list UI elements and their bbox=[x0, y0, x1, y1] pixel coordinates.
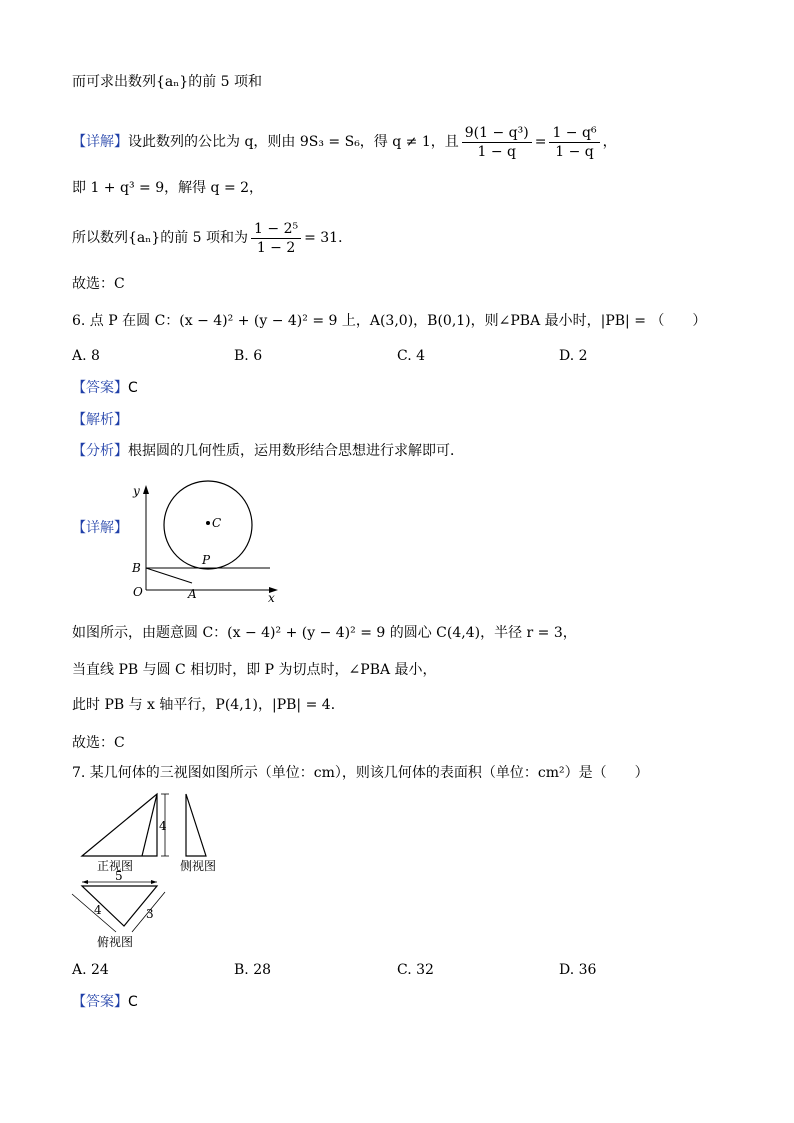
q6-option-d: D. 2 bbox=[559, 348, 588, 364]
q6-s2-text: 当直线 PB 与圆 C 相切时，即 P 为切点时，∠PBA 最小， bbox=[72, 662, 437, 678]
question-6-stem bbox=[72, 311, 706, 331]
analysis-tag: 【解析】 bbox=[72, 412, 128, 428]
text-l4: 所以数列{aₙ}的前 5 项和为 bbox=[72, 230, 249, 246]
fraction-2 bbox=[549, 124, 599, 161]
text-line-detail-ratio bbox=[72, 122, 617, 162]
text-line-solve-q bbox=[72, 178, 263, 198]
label-top-view: 俯视图 bbox=[97, 935, 134, 949]
text-line-sum-result bbox=[72, 218, 352, 258]
text-l4-end: = 31． bbox=[304, 230, 353, 246]
q6-text: 6. 点 P 在圆 C：(x − 4)² + (y − 4)² = 9 上，A(3,0)，B(0,1)，则∠PBA 最小时，|PB| = （ ） bbox=[72, 313, 707, 329]
q7-three-view-figure bbox=[64, 788, 244, 953]
label-height-4: 4 bbox=[159, 819, 167, 833]
q7-option-c: C. 32 bbox=[397, 962, 434, 978]
answer-tag-2: 【答案】 bbox=[72, 994, 128, 1010]
label-p: P bbox=[202, 553, 211, 567]
width-dim-arrow-right bbox=[151, 880, 157, 884]
answer-tag: 【答案】 bbox=[72, 380, 128, 396]
label-o: O bbox=[133, 585, 143, 599]
fraction-3-denominator: 1 − 2 bbox=[256, 239, 296, 256]
q6-s4-text: 故选：C bbox=[72, 735, 125, 751]
fraction-1 bbox=[462, 124, 532, 161]
front-view-inner-line bbox=[142, 794, 157, 856]
front-view-triangle bbox=[82, 794, 157, 856]
q7-option-d: D. 36 bbox=[559, 962, 597, 978]
q6-option-b: B. 6 bbox=[234, 348, 263, 364]
text-l3: 即 1 + q³ = 9，解得 q = 2， bbox=[72, 180, 264, 196]
text-l2: 设此数列的公比为 q，则由 9S₃ = S₆，得 q ≠ 1，且 bbox=[128, 134, 459, 150]
label-y: y bbox=[133, 484, 140, 498]
q6-analysis-line bbox=[72, 410, 128, 430]
q6-answer-line bbox=[72, 378, 138, 398]
fraction-2-numerator: 1 − q⁶ bbox=[549, 124, 599, 143]
q7-text: 7. 某几何体的三视图如图所示（单位：cm），则该几何体的表面积（单位：cm²）是（ ） bbox=[72, 765, 649, 781]
label-width-5: 5 bbox=[115, 869, 123, 883]
fenxi-tag: 【分析】 bbox=[72, 443, 128, 459]
center-point-c bbox=[206, 521, 210, 525]
q7-answer-line bbox=[72, 992, 138, 1012]
q6-answer: C bbox=[128, 380, 138, 396]
q7-option-a: A. 24 bbox=[72, 962, 109, 978]
q6-fenxi-text: 根据圆的几何性质，运用数形结合思想进行求解即可． bbox=[128, 443, 464, 459]
side-view-triangle bbox=[186, 794, 206, 856]
fraction-3-numerator: 1 − 2⁵ bbox=[251, 220, 301, 239]
label-front-view: 正视图 bbox=[97, 859, 134, 873]
label-x: x bbox=[268, 591, 275, 605]
q6-option-c: C. 4 bbox=[397, 348, 426, 364]
q6-fenxi-line bbox=[72, 441, 464, 461]
label-c: C bbox=[212, 516, 222, 530]
q7-option-b: B. 28 bbox=[234, 962, 272, 978]
fraction-2-denominator: 1 − q bbox=[555, 143, 594, 160]
label-right-3: 3 bbox=[146, 907, 154, 921]
q6-circle-figure bbox=[128, 480, 288, 605]
q6-s3-text: 此时 PB 与 x 轴平行，P(4,1)，|PB| = 4． bbox=[72, 697, 345, 713]
q6-detail-tag-line bbox=[72, 518, 128, 538]
q6-solution-2 bbox=[72, 660, 437, 680]
text-line-choose-c bbox=[72, 274, 125, 294]
question-7-stem bbox=[72, 763, 649, 783]
q6-solution-3 bbox=[72, 695, 345, 715]
segment-ba bbox=[146, 568, 192, 583]
text-l5: 故选：C bbox=[72, 276, 125, 292]
y-axis-arrow bbox=[143, 485, 149, 494]
detail-tag-2: 【详解】 bbox=[72, 520, 128, 536]
label-a: A bbox=[188, 587, 197, 601]
text-line-series-sum bbox=[72, 72, 262, 92]
q6-s1-text: 如图所示，由题意圆 C：(x − 4)² + (y − 4)² = 9 的圆心 C(4,4)，半径 r = 3， bbox=[72, 625, 577, 641]
width-dim-arrow-left bbox=[82, 880, 88, 884]
fraction-3 bbox=[251, 220, 301, 257]
text-l1: 而可求出数列{aₙ}的前 5 项和 bbox=[72, 74, 263, 90]
detail-tag: 【详解】 bbox=[72, 134, 128, 150]
q6-option-a: A. 8 bbox=[72, 348, 100, 364]
fraction-1-denominator: 1 − q bbox=[477, 143, 516, 160]
label-b: B bbox=[132, 561, 141, 575]
q6-solution-4 bbox=[72, 733, 125, 753]
text-l2-end: ， bbox=[602, 134, 617, 150]
q7-answer: C bbox=[128, 994, 138, 1010]
fraction-1-numerator: 9(1 − q³) bbox=[462, 124, 532, 143]
label-left-4: 4 bbox=[94, 903, 102, 917]
q6-solution-1 bbox=[72, 623, 577, 643]
label-side-view: 侧视图 bbox=[180, 859, 217, 873]
equals-sign: = bbox=[534, 134, 547, 150]
